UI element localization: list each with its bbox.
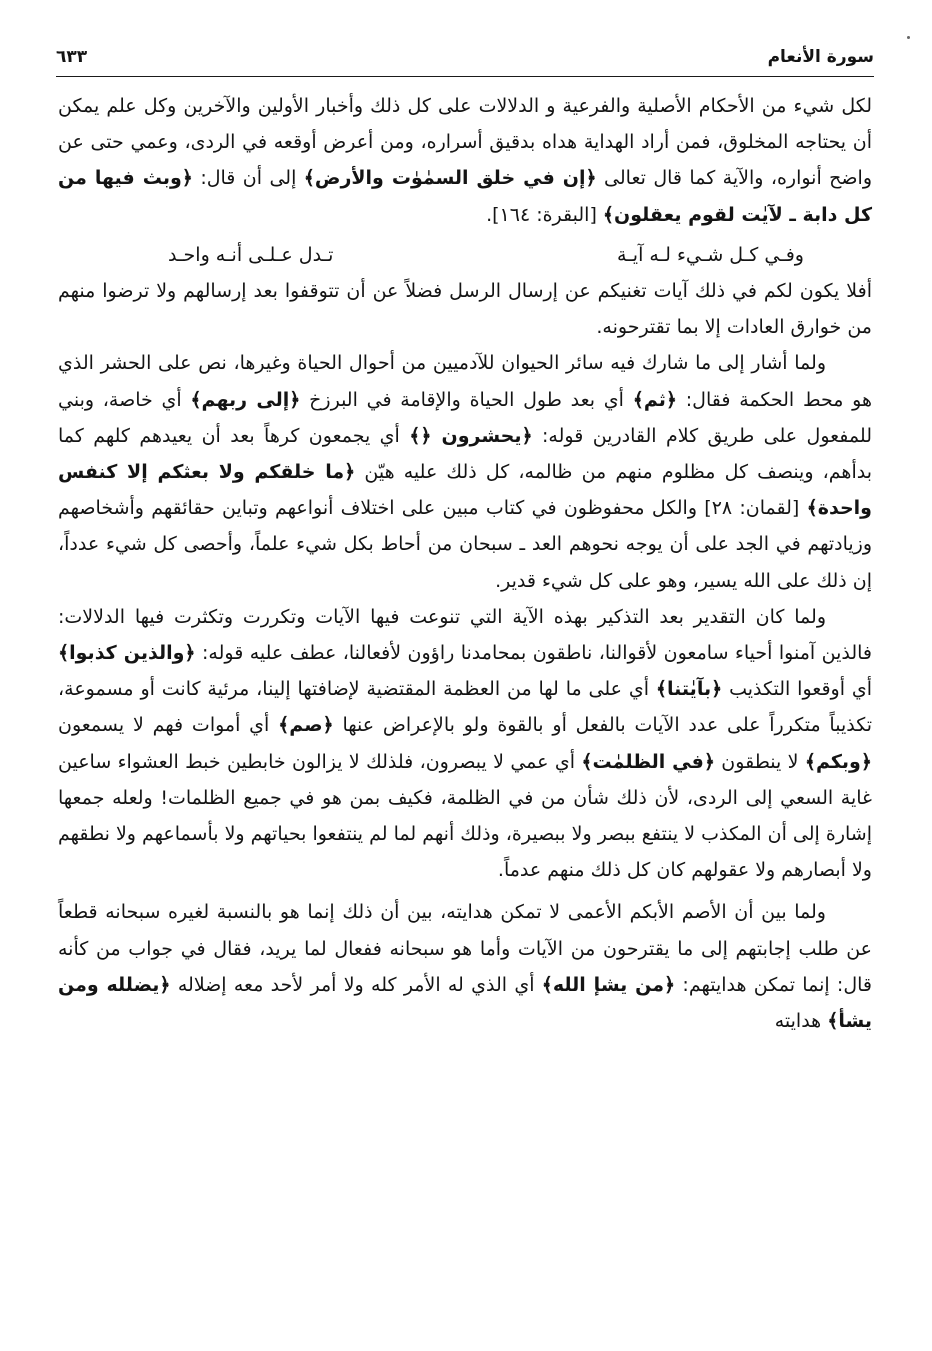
- quran-quote: ﴿يضلله ومن يشأ﴾: [58, 973, 872, 1033]
- quran-quote: ﴿في الظلمٰت﴾: [581, 750, 715, 773]
- page-body: [58, 88, 872, 1039]
- text-segment: هدايته: [774, 1010, 828, 1033]
- text-segment: لا ينطقون: [714, 750, 805, 773]
- text-segment: أي أوقعوا التكذيب: [722, 678, 872, 701]
- quran-quote: ﴿بآيٰتنا﴾: [655, 678, 723, 701]
- text-segment: [لقمان: ٢٨] والكل محفوظون في كتاب مبين على اختلاف أنواعهم وتباين حقائقهم وأشخاصهم وزيادتهم في الجد على أن يوجه نحوهم العد ـ سبحان من أحاط بكل شيء علماً، وأحصى كل شيء عدداً، إن ذلك على الله يسير، وهو على كل شيء قدير.: [58, 497, 872, 592]
- quran-quote: ﴿ثم﴾: [632, 388, 678, 411]
- paragraph-4: [58, 599, 872, 889]
- text-segment: أي أموات فهم لا يسمعون: [58, 714, 279, 737]
- text-segment: ولما بين أن الأصم الأبكم الأعمى لا تمكن هدايته، بين أن ذلك إنما هو بالنسبة لغيره سبحانه قطعاً عن طلب إجابتهم إلى ما يقترحون من الآيات وأما هو سبحانه ففعال لما يريد، فقال في جواب من كأنه قال: إنما تمكن هدايتهم:: [58, 901, 873, 996]
- quran-quote: ﴿ما خلقكم ولا بعثكم إلا كنفس واحدة﴾: [58, 461, 872, 520]
- poetry-verse: [58, 237, 872, 273]
- text-segment: ولما أشار إلى ما شارك فيه سائر الحيوان للآدميين من أحوال الحياة وغيرها، نص على الحشر الذي هو محط الحكمة فقال:: [58, 352, 873, 411]
- text-segment: ولما كان التقدير بعد التذكير بهذه الآية التي تنوعت فيها الآيات وتكررت وتكثرت فيها الدلالات: فالذين آمنوا أحياء سامعون لأقوالنا، ناطقون بمحامدنا راؤون لأفعالنا، عطف عليه قوله:: [58, 605, 872, 665]
- text-segment: إلى أن قال:: [192, 167, 304, 190]
- verse-hemistich-first: وفـي كـل شـيء لـه آيـة: [617, 243, 804, 266]
- paragraph-5: [58, 894, 872, 1039]
- text-segment: أي الذي له الأمر كله ولا أمر لأحد معه إضلاله: [170, 973, 542, 996]
- quran-quote: ﴿من يشإ الله﴾: [541, 973, 676, 996]
- page-number: ٦٣٣: [56, 47, 88, 67]
- paragraph-3: [58, 345, 872, 598]
- text-segment: أي عمي لا يبصرون، فلذلك لا يزالون خابطين خبط العشواء ساعين غاية السعي إلى الردى، لأن ذلك شأن من في الظلمة، فكيف بمن هو في جميع الظلمات! ولعله جمعها إشارة إلى أن المكذب لا ينتفع ببصر ولا ببصيرة، وذلك أنهم لما لم ينتفعوا بحياتهم ولا بأسماعهم ولا نطقهم ولا أبصارهم ولا عقولهم كان كل ذلك منهم عدماً.: [58, 750, 872, 882]
- quran-quote: ﴿يحشرون ﴿﴾: [409, 424, 533, 447]
- paragraph-1: [58, 88, 872, 233]
- quran-quote: ﴿وبكم﴾: [804, 750, 872, 773]
- quran-quote: ﴿إلى ربهم﴾: [190, 388, 301, 411]
- page-header: [56, 36, 874, 77]
- quran-quote: ﴿وبث فيها من كل دابة ـ لآيٰت لقوم يعقلون﴾: [58, 167, 872, 226]
- surah-title: سورة الأنعام: [767, 47, 874, 67]
- text-segment: [البقرة: ١٦٤].: [486, 203, 603, 226]
- text-segment: أي على ما لها من العظمة المقتضية لإضافتها إلينا، مرئية كانت أو مسموعة، تكذيباً متكرراً على عدد الآيات بالفعل أو بالقوة ولو بالإعراض عنها: [58, 678, 872, 737]
- text-segment: أي يجمعون كرهاً بعد أن يعيدهم كلهم كما بدأهم، وينصف كل مظلوم منهم من ظالمه، كل ذلك عليه هيّن: [58, 424, 872, 484]
- quran-quote: ﴿والذين كذبوا﴾: [58, 642, 196, 665]
- scan-speck: [907, 36, 910, 39]
- text-segment: أي بعد طول الحياة والإقامة في البرزخ: [300, 388, 633, 411]
- paragraph-2: أفلا يكون لكم في ذلك آيات تغنيكم عن إرسال الرسل فضلاً عن أن تتوقفوا بعد إرسالهم ولا ترضوا منهم من خوارق العادات إلا بما تقترحونه.: [58, 280, 872, 339]
- verse-hemistich-second: تـدل عـلـى أنـه واحـد: [168, 243, 334, 266]
- text-segment: لكل شيء من الأحكام الأصلية والفرعية و الدلالات على كل ذلك وأخبار الأولين والآخرين وكل علم يمكن أن يحتاجه المخلوق، فمن أراد الهداية هداه بدقيق أسراره، ومن أعرض أوقعه في الردى، وعمي حتى عن واضح أنواره، والآية كما قال تعالى: [58, 95, 873, 190]
- quran-quote: ﴿إن في خلق السمٰوٰت والأرض﴾: [303, 167, 597, 190]
- quran-quote: ﴿صم﴾: [278, 714, 334, 737]
- text-segment: أي خاصة، وبني للمفعول على طريق كلام القادرين قوله:: [58, 388, 872, 447]
